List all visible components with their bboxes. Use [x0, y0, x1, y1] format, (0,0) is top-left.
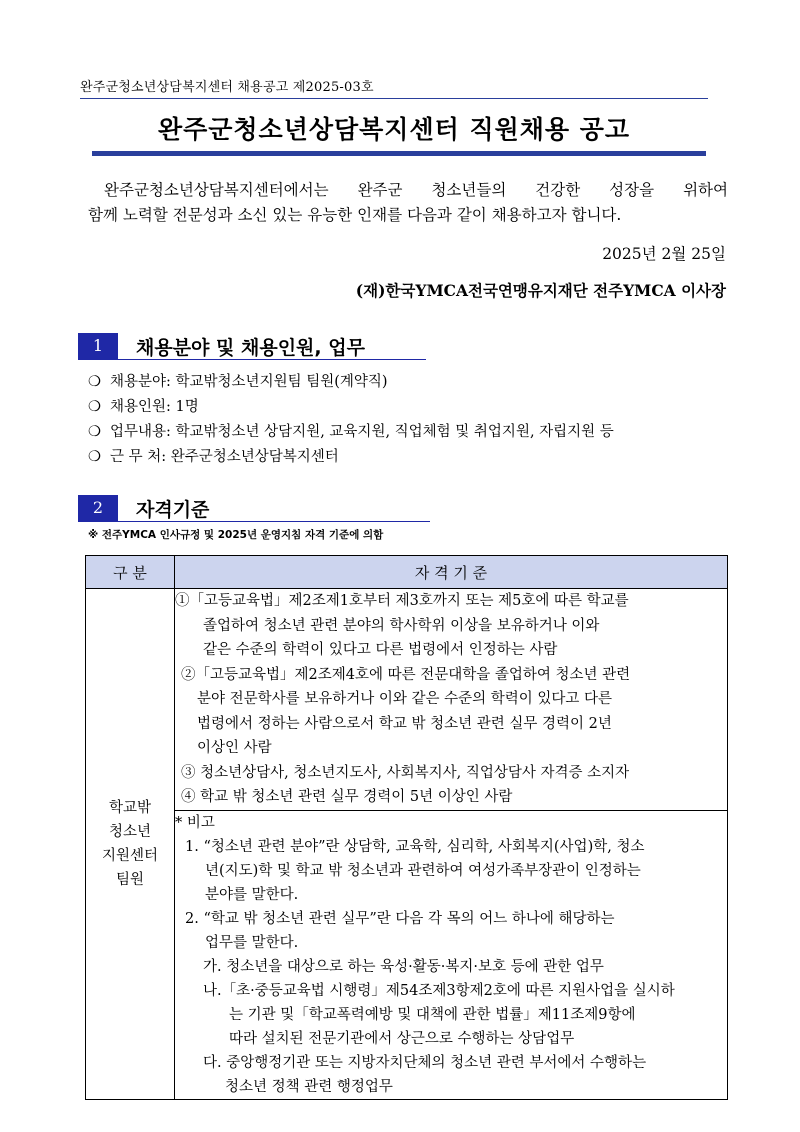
notes-line: 년(지도)학 및 학교 밖 청소년과 관련하여 여성가족부장관이 인정하는 [205, 862, 641, 879]
criteria-table [85, 555, 728, 1100]
header-rule [80, 98, 708, 99]
organization-signature: (재)한국YMCA전국연맹유지재단 전주YMCA 이사장 [355, 281, 726, 300]
criteria-line: ②「고등교육법」제2조제4호에 따른 전문대학을 졸업하여 청소년 관련 [181, 666, 631, 683]
criteria-line: ①「고등교육법」제2조제1호부터 제3호까지 또는 제5호에 따른 학교를 [175, 593, 629, 609]
bullet-circle-icon: ❍ [88, 399, 101, 415]
criteria-line: 이상인 사람 [197, 740, 272, 756]
section-2-title: 자격기준 [136, 499, 210, 521]
list-item: ❍ 근 무 처: 완주군청소년상담복지센터 [88, 445, 339, 469]
notes-line: 2. “학교 밖 청소년 관련 실무”란 다음 각 목의 어느 하나에 해당하는 [185, 910, 615, 927]
list-item: ❍ 채용인원: 1명 [88, 395, 199, 419]
criteria-line: 분야 전문학사를 보유하거나 이와 같은 수준의 학력이 있다고 다른 [197, 691, 613, 707]
notes-line: 1. “청소년 관련 분야”란 상담학, 교육학, 심리학, 사회복지(사업)학, 청소 [185, 838, 645, 855]
criteria-line: ③ 청소년상담사, 청소년지도사, 사회복지사, 직업상담사 자격증 소지자 [181, 764, 630, 781]
section-2-number: 2 [78, 495, 118, 521]
notes-line: 청소년 정책 관련 행정업무 [225, 1078, 393, 1095]
list-item: ❍ 채용분야: 학교밖청소년지원팀 팀원(계약직) [88, 370, 388, 394]
criteria-line: 같은 수준의 학력이 있다고 다른 법령에서 인정하는 사람 [203, 642, 558, 658]
category-line: 학교밖 [108, 799, 152, 816]
table-row [86, 810, 728, 1099]
criteria-cell [175, 589, 728, 811]
intro-line-1: 완주군청소년상담복지센터에서는 완주군 청소년들의 건강한 성장을 위하여 [104, 181, 728, 199]
criteria-note: ※ 전주YMCA 인사규정 및 2025년 운영지침 자격 기준에 의함 [88, 529, 384, 541]
category-line: 지원센터 [101, 847, 159, 864]
document-code: 완주군청소년상담복지센터 채용공고 제2025-03호 [80, 80, 374, 95]
section-2-underline [78, 521, 430, 522]
intro-line-2: 함께 노력할 전문성과 소신 있는 유능한 인재를 다음과 같이 채용하고자 합니다. [88, 206, 622, 224]
header-category: 구 분 [86, 556, 175, 589]
page-title: 완주군청소년상담복지센터 직원채용 공고 [157, 115, 631, 144]
notes-cell [175, 810, 728, 1099]
list-item: ❍ 업무내용: 학교밖청소년 상담지원, 교육지원, 직업체험 및 취업지원, 자립지원 등 [88, 420, 614, 444]
criteria-line: 법령에서 정하는 사람으로서 학교 밖 청소년 관련 실무 경력이 2년 [197, 715, 612, 732]
notes-line: 따라 설치된 전문기관에서 상근으로 수행하는 상담업무 [229, 1030, 575, 1047]
criteria-line: 졸업하여 청소년 관련 분야의 학사학위 이상을 보유하거나 이와 [203, 617, 600, 634]
category-line: 팀원 [115, 871, 144, 888]
category-line: 청소년 [108, 823, 152, 840]
notes-line: 가. 청소년을 대상으로 하는 육성·활동·복지·보호 등에 관한 업무 [203, 958, 604, 975]
section-1-number: 1 [78, 333, 118, 359]
category-cell [86, 589, 175, 1100]
notes-line: 업무를 말한다. [205, 934, 299, 951]
notes-line: 나.「초·중등교육법 시행령」제54조제3항제2호에 따른 지원사업을 실시하 [203, 982, 675, 999]
title-underline [92, 151, 706, 156]
announcement-date: 2025년 2월 25일 [602, 245, 726, 263]
table-header-row [86, 556, 728, 589]
notes-line: 는 기관 및「학교폭력예방 및 대책에 관한 법률」제11조제9항에 [229, 1006, 636, 1023]
header-criteria: 자 격 기 준 [175, 556, 728, 589]
bullet-circle-icon: ❍ [88, 449, 101, 465]
bullet-circle-icon: ❍ [88, 374, 101, 390]
table-row [86, 589, 728, 811]
notes-line: 분야를 말한다. [205, 886, 299, 903]
notes-line: * 비고 [175, 814, 215, 831]
section-1-underline [78, 359, 426, 360]
notes-line: 다. 중앙행정기관 또는 지방자치단체의 청소년 관련 부서에서 수행하는 [203, 1054, 647, 1071]
bullet-circle-icon: ❍ [88, 424, 101, 440]
criteria-line: ④ 학교 밖 청소년 관련 실무 경력이 5년 이상인 사람 [181, 789, 513, 805]
section-1-title: 채용분야 및 채용인원, 업무 [136, 337, 365, 359]
